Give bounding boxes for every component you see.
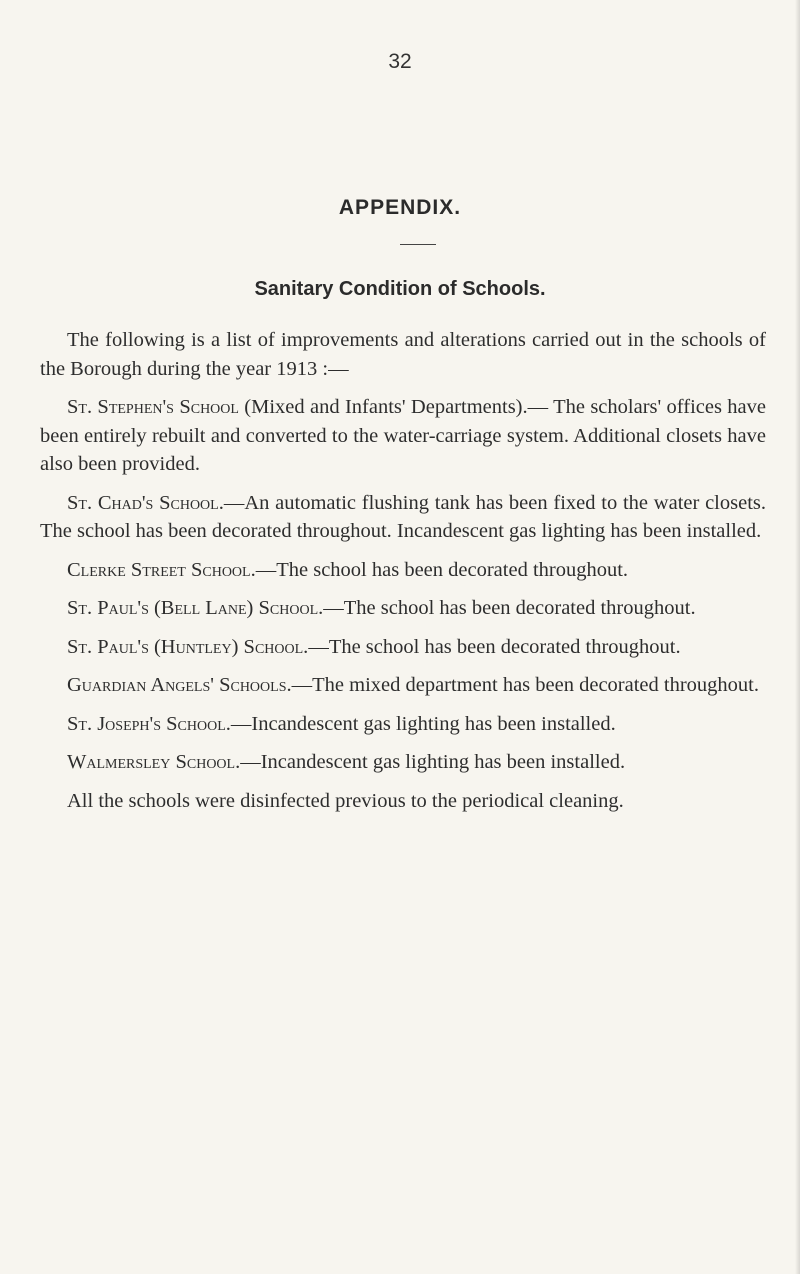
school-name: Guardian Angels' Schools. xyxy=(67,674,292,696)
entry-text: —An automatic flushing tank has been fixed to the water closets. The school has been decorated throughout. Incandescent gas lighting has been installed. xyxy=(40,491,767,542)
entry-text: —The mixed department has been decorated throughout. xyxy=(291,674,759,696)
page-edge-shadow xyxy=(795,0,800,1274)
closing-paragraph: All the schools were disinfected previous to the periodical cleaning. xyxy=(67,789,624,812)
entry-guardian-angels xyxy=(40,671,766,700)
entry-text: —Incandescent gas lighting has been installed. xyxy=(240,751,626,773)
entry-text: —The school has been decorated throughout. xyxy=(323,597,696,619)
body-text xyxy=(40,326,766,825)
entry-text: (Mixed and Infants' Departments).— The scholars' offices have been entirely rebuilt and converted to the water-carriage system. Additional closets have also been provided. xyxy=(40,396,766,475)
entry-text: —Incandescent gas lighting has been installed. xyxy=(230,712,616,735)
entry-walmersley xyxy=(40,748,766,777)
entry-st-chads xyxy=(40,489,766,546)
entry-st-stephens xyxy=(40,393,766,479)
school-name: St. Chad's School. xyxy=(67,491,224,514)
appendix-heading: APPENDIX. xyxy=(338,196,462,219)
school-name: St. Stephen's School xyxy=(67,396,239,418)
school-name: Walmersley School. xyxy=(67,751,241,773)
school-name: St. Joseph's School. xyxy=(67,712,231,735)
entry-text: —The school has been decorated throughout. xyxy=(255,558,629,581)
intro-paragraph: The following is a list of improvements and alterations carried out in the schools of the Borough during the year 1913 :— xyxy=(40,329,766,380)
entry-st-pauls-bell-lane xyxy=(40,594,766,623)
section-title: Sanitary Condition of Schools. xyxy=(254,278,546,300)
entry-st-pauls-huntley xyxy=(40,633,766,662)
entry-clerke-street xyxy=(40,556,766,585)
heading-divider xyxy=(400,244,436,245)
entry-st-josephs xyxy=(40,710,766,739)
entry-text: —The school has been decorated throughout. xyxy=(308,635,681,658)
school-name: St. Paul's (Huntley) School. xyxy=(67,635,309,658)
school-name: St. Paul's (Bell Lane) School. xyxy=(67,597,324,619)
school-name: Clerke Street School. xyxy=(67,558,256,581)
page-number: 32 xyxy=(388,50,412,73)
